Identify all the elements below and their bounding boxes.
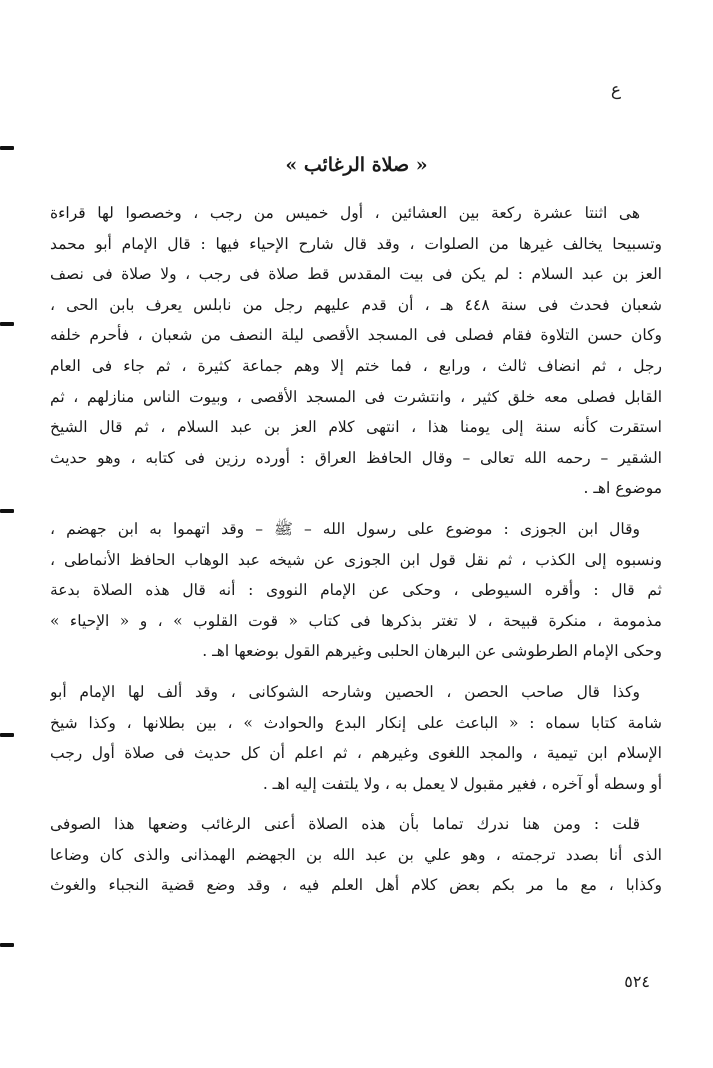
page-number: ٥٢٤: [624, 972, 650, 991]
text-line: شعبان فحدث فى سنة ٤٤٨ هـ ، أن قدم عليهم رجل من نابلس يعرف بابن الحى ،: [50, 295, 662, 314]
text-line: الشقير – رحمه الله تعالى – وقال الحافظ العراق : أورده رزين فى كتابه ، وهو حديث: [50, 448, 662, 467]
text-line: وكذا قال صاحب الحصن ، الحصين وشارحه الشوكانى ، وقد ألف لها الإمام أبو: [50, 682, 640, 701]
text-line: هى اثنتا عشرة ركعة بين العشائين ، أول خميس من رجب ، وخصصوا لها قراءة: [50, 204, 640, 222]
text-line: موضوع اهـ .: [583, 479, 662, 498]
text-line: الإسلام ابن تيمية ، والمجد اللغوى وغيرهم ، ثم اعلم أن كل حديث فى صلاة أول رجب: [50, 744, 662, 763]
text-line: أو وسطه أو آخره ، فغير مقبول لا يعمل به ، ولا يلتفت إليه اهـ .: [262, 774, 662, 793]
margin-tick: [0, 509, 14, 513]
text-line: وحكى الإمام الطرطوشى عن البرهان الحلبى وغيرهم القول بوضعها اهـ .: [202, 642, 662, 661]
text-line: ثم قال : وأقره السيوطى ، وحكى عن الإمام النووى : أنه قال هذه الصلاة بدعة: [50, 581, 662, 600]
text-line: مذمومة ، منكرة قبيحة ، لا تغتر بذكرها فى كتاب « قوت القلوب » ، و « الإحياء »: [50, 611, 662, 630]
text-line: استقرت كأنه سنة إلى يومنا هذا ، انتهى كلام العز بن عبد السلام ، ثم قال الشيخ: [50, 418, 662, 437]
text-line: رجل ، ثم انضاف ثالث ، ورابع ، فما ختم إلا وهم جماعة كثيرة ، ثم جاء فى العام: [50, 356, 662, 375]
text-line: القابل فصلى معه خلق كثير ، وانتشرت فى المسجد الأقصى ، وبيوت الناس منازلهم ، ثم: [50, 387, 662, 406]
paragraph-gap: [50, 799, 662, 809]
paragraph-3: [50, 677, 662, 799]
paragraph-4: [50, 809, 662, 901]
paragraph-gap: [50, 667, 662, 677]
margin-tick: [0, 733, 14, 737]
margin-tick: [0, 322, 14, 326]
paragraph-1: [50, 198, 662, 504]
text-line: وكان حسن التلاوة فقام فصلى فى المسجد الأقصى ليلة النصف من شعبان ، فأحرم خلفه: [50, 326, 662, 345]
text-line: العز بن عبد السلام : لم يكن فى بيت المقدس قط صلاة فى رجب ، ولا صلاة فى نصف: [50, 265, 662, 284]
text-line: شامة كتابا سماه : « الباعث على إنكار البدع والحوادث » ، بين بطلانها ، وكذا شيخ: [50, 713, 662, 732]
text-line: وكذابا ، مع ما مر بكم بعض كلام أهل العلم فيه ، وقد وضع قضية النجباء والغوث: [50, 876, 662, 895]
corner-mark: ع: [610, 80, 622, 100]
text-line: وقال ابن الجوزى : موضوع على رسول الله – ﷺ – وقد اتهموا به ابن جهضم ،: [50, 519, 640, 538]
page-title: « صلاة الرغائب »: [285, 154, 428, 176]
text-line: الذى أنا بصدد ترجمته ، وهو علي بن عبد الله بن الجهضم الهمذانى والذى كان وضاعا: [50, 845, 662, 864]
margin-tick: [0, 943, 14, 947]
text-line: ونسبوه إلى الكذب ، ثم نقل قول ابن الجوزى عن شيخه عبد الوهاب الحافظ الأنماطى ،: [50, 550, 662, 569]
text-line: وتسبيحا يخالف غيرها من الصلوات ، وقد قال شارح الإحياء فيها : قال الإمام أبو محمد: [50, 234, 662, 253]
paragraph-2: [50, 514, 662, 667]
body-text: [50, 198, 662, 901]
paragraph-gap: [50, 504, 662, 514]
text-line: قلت : ومن هنا ندرك تماما بأن هذه الصلاة أعنى الرغائب وضعها هذا الصوفى: [50, 815, 640, 834]
